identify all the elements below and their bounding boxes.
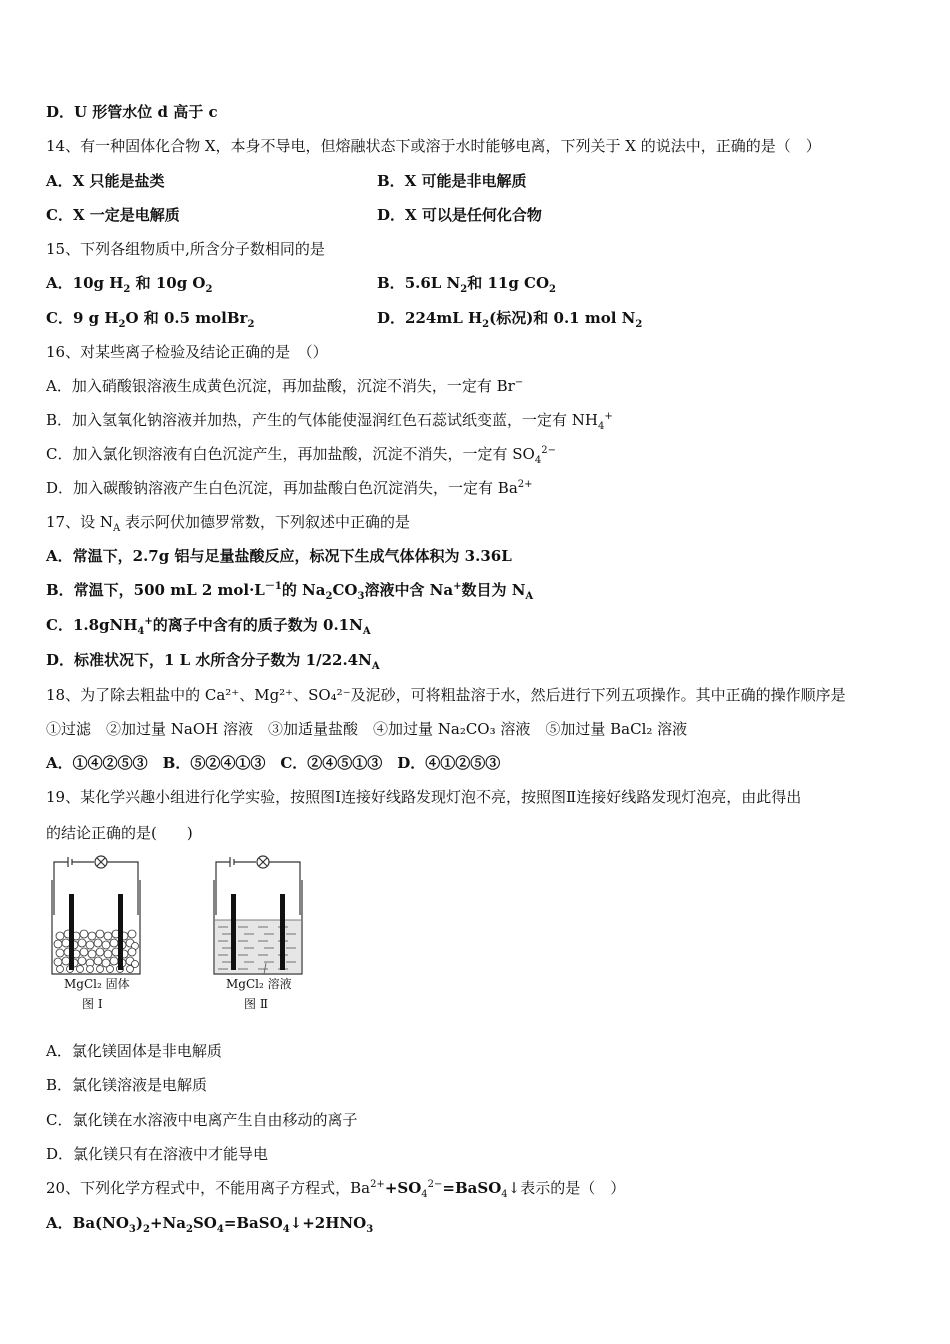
q15-option-d: D．224mL $H_2$(标况)和 0.1 mol $N_2$ bbox=[377, 309, 643, 330]
q18-operations: ①过滤 ②加过量 NaOH 溶液 ③加适量盐酸 ④加过量 Na₂CO₃ 溶液 ⑤加过量 BaCl₂ 溶液 bbox=[46, 720, 688, 738]
q18-options: A．①④②⑤③ B．⑤②④①③ C．②④⑤①③ D．④①②⑤③ bbox=[46, 754, 501, 772]
q15-option-a: A．10g $H_2$ 和 10g $O_2$ bbox=[46, 274, 213, 295]
q19-stem: 19、某化学兴趣小组进行化学实验，按照图Ⅰ连接好线路发现灯泡不亮，按照图Ⅱ连接好线路发现灯泡亮，由此得出 bbox=[46, 788, 802, 806]
figure-2-title: 图 Ⅱ bbox=[244, 997, 268, 1011]
q19-option-c: C．氯化镁在水溶液中电离产生自由移动的离子 bbox=[46, 1111, 358, 1129]
q18-stem: 18、为了除去粗盐中的 Ca²⁺、Mg²⁺、SO₄²⁻及泥砂，可将粗盐溶于水，然后进行下列五项操作。其中正确的操作顺序是 bbox=[46, 686, 846, 704]
q19-option-d: D．氯化镁只有在溶液中才能导电 bbox=[46, 1145, 269, 1163]
q17-option-a: A．常温下，2.7g 铝与足量盐酸反应，标况下生成气体体积为 3.36L bbox=[46, 547, 512, 565]
q19-option-a: A．氯化镁固体是非电解质 bbox=[46, 1042, 222, 1060]
q13-option-d: D．U 形管水位 d 高于 c bbox=[46, 103, 218, 121]
q14-option-a: A．X 只能是盐类 bbox=[46, 172, 165, 190]
q14-option-c: C．X 一定是电解质 bbox=[46, 206, 180, 224]
q19-option-b: B．氯化镁溶液是电解质 bbox=[46, 1076, 208, 1094]
figure-2-circuit bbox=[208, 850, 308, 1011]
figure-2-label: MgCl₂ 溶液 bbox=[226, 977, 292, 991]
q20-stem: 20、下列化学方程式中，不能用离子方程式，$Ba^{2+}+SO_4^{2-}=BaSO_4↓$表示的是（ ） bbox=[46, 1179, 626, 1200]
q16-option-a: A．加入硝酸银溶液生成黄色沉淀，再加盐酸，沉淀不消失，一定有 Br− bbox=[46, 377, 524, 395]
q14-option-b: B．X 可能是非电解质 bbox=[377, 172, 527, 190]
q14-option-d: D．X 可以是任何化合物 bbox=[377, 206, 542, 224]
figure-1-circuit bbox=[46, 850, 146, 1011]
q15-option-c: C．9 g $H_2O$ 和 0.5 molBr$_2$ bbox=[46, 309, 255, 330]
q16-stem: 16、对某些离子检验及结论正确的是 （） bbox=[46, 343, 328, 361]
figure-2-drawing bbox=[208, 850, 308, 975]
q17-option-b: B．常温下，500 mL 2 $mol\cdot L^{-1}$的 $Na_2CO_3$溶液中含 Na+数目为 $N_A$ bbox=[46, 581, 534, 602]
q17-option-d: D．标准状况下，1 L 水所含分子数为 $1/22.4N_A$ bbox=[46, 651, 380, 672]
q19-stem-cont: 的结论正确的是( ) bbox=[46, 824, 193, 842]
figure-1-title: 图 Ⅰ bbox=[82, 997, 103, 1011]
q14-stem: 14、有一种固体化合物 X，本身不导电，但熔融状态下或溶于水时能够电离，下列关于 X 的说法中，正确的是（ ） bbox=[46, 137, 821, 155]
q20-option-a: A．$Ba(NO_3)_2+Na_2SO_4=BaSO_4↓+2HNO_3$ bbox=[46, 1214, 374, 1235]
q17-stem: 17、设 $N_A$ 表示阿伏加德罗常数，下列叙述中正确的是 bbox=[46, 513, 410, 534]
figure-1-drawing bbox=[46, 850, 146, 975]
q16-option-d: D．加入碳酸钠溶液产生白色沉淀，再加盐酸白色沉淀消失，一定有 $Ba^{2+}$ bbox=[46, 479, 533, 497]
q15-option-b: B．5.6L $N_2$和 11g $CO_2$ bbox=[377, 274, 557, 295]
q15-stem: 15、下列各组物质中,所含分子数相同的是 bbox=[46, 240, 325, 258]
q16-option-b: B．加入氢氧化钠溶液并加热，产生的气体能使湿润红色石蕊试纸变蓝，一定有 $NH_4^+$ bbox=[46, 411, 613, 432]
q16-option-c: C．加入氯化钡溶液有白色沉淀产生，再加盐酸，沉淀不消失，一定有 $SO_4^{2-}$ bbox=[46, 445, 556, 466]
figure-1-label: MgCl₂ 固体 bbox=[64, 977, 130, 991]
q17-option-c: C．1.8gNH$_4$+的离子中含有的质子数为 $0.1N_A$ bbox=[46, 616, 371, 637]
